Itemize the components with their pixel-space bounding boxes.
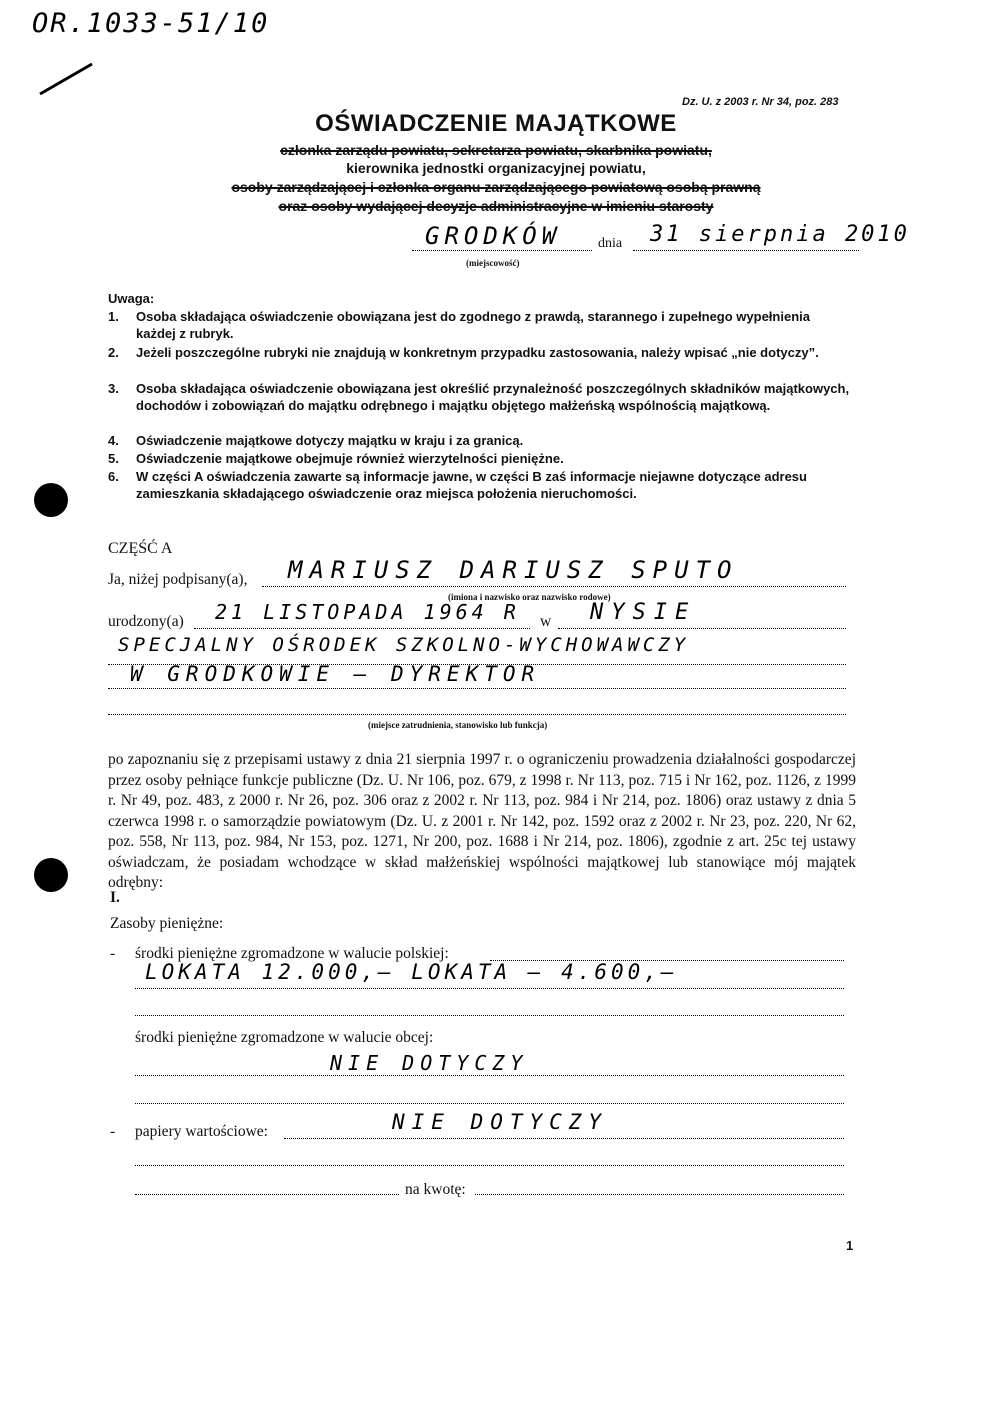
foreign-label: środki pieniężne zgromadzone w walucie obcej: xyxy=(135,1029,434,1046)
dash-securities: - xyxy=(110,1123,116,1140)
note-6-text: W części A oświadczenia zawarte są informacje jawne, w części B zaś informacje niejawne dotyczące adresu zamieszkania składającego oświadczenie oraz miejsca położenia nieruchomości. xyxy=(136,469,807,501)
note-2-num: 2. xyxy=(108,345,119,360)
securities-label: papiery wartościowe: xyxy=(135,1123,268,1140)
document-title: OŚWIADCZENIE MAJĄTKOWE xyxy=(315,110,677,137)
w-label: w xyxy=(540,613,552,630)
section-number: I. xyxy=(110,889,120,906)
note-4-num: 4. xyxy=(108,433,119,448)
ja-label: Ja, niżej podpisany(a), xyxy=(108,571,248,588)
workplace-caption: (miejsce zatrudnienia, stanowisko lub funkcja) xyxy=(368,720,548,730)
subtitle-line-2: kierownika jednostki organizacyjnej powiatu, xyxy=(346,160,646,176)
subtitle-line-4: oraz osoby wydającej decyzje administracyjne w imieniu starosty xyxy=(278,198,714,214)
name-value: MARIUSZ DARIUSZ SPUTO xyxy=(288,556,739,584)
date-value: 31 sierpnia 2010 xyxy=(650,222,910,247)
foreign-value: NIE DOTYCZY xyxy=(330,1051,529,1075)
securities-value: NIE DOTYCZY xyxy=(392,1110,609,1134)
note-4-text: Oświadczenie majątkowe dotyczy majątku w kraju i za granicą. xyxy=(136,433,524,448)
note-5-num: 5. xyxy=(108,451,119,466)
note-3-text: Osoba składająca oświadczenie obowiązana jest określić przynależność poszczególnych składników majątkowych, dochodów i zobowiązań do majątku odrębnego i majątku objętego małżeńską wspólnością majątkową. xyxy=(136,381,850,413)
workplace-line-2: W GRODKOWIE — DYREKTOR xyxy=(130,662,541,686)
punch-hole-top xyxy=(34,483,68,517)
note-6-num: 6. xyxy=(108,469,119,484)
name-caption: (imiona i nazwisko oraz nazwisko rodowe) xyxy=(448,592,611,602)
note-2-text: Jeżeli poszczególne rubryki nie znajdują w konkretnym przypadku zastosowania, należy wpisać „nie dotyczy”. xyxy=(136,345,819,360)
note-3-num: 3. xyxy=(108,381,119,396)
notes-heading: Uwaga: xyxy=(108,291,155,306)
amount-label: na kwotę: xyxy=(405,1181,466,1198)
pln-value: LOKATA 12.000,— LOKATA — 4.600,— xyxy=(145,960,678,984)
ref-number: OR.1033-51/10 xyxy=(32,8,270,39)
workplace-line-1: SPECJALNY OŚRODEK SZKOLNO-WYCHOWAWCZY xyxy=(118,634,690,656)
born-place-value: NYSIE xyxy=(590,600,697,625)
born-label: urodzony(a) xyxy=(108,613,184,630)
place-caption: (miejscowość) xyxy=(466,258,520,268)
part-a-heading: CZĘŚĆ A xyxy=(108,540,173,557)
subtitle-line-1: członka zarządu powiatu, sekretarza powiatu, skarbnika powiatu, xyxy=(280,142,712,158)
statement-text: po zapoznaniu się z przepisami ustawy z dnia 21 sierpnia 1997 r. o ograniczeniu prowadzenia działalności gospodarczej przez osoby pełniące funkcje publiczne (Dz. U. Nr 106, poz. 679, z 1998 r. Nr 113, poz. 715 i Nr 162, poz. 1126, z 1999 r. Nr 49, poz. 483, z 2000 r. Nr 26, poz. 306 oraz z 2002 r. Nr 113, poz. 984 i Nr 214, poz. 1806) oraz ustawy z dnia 5 czerwca 1998 r. o samorządzie powiatowym (Dz. U. z 2001 r. Nr 142, poz. 1592 oraz z 2002 r. Nr 23, poz. 220, Nr 62, poz. 558, Nr 113, poz. 984, Nr 153, poz. 1271, Nr 200, poz. 1688 i Nr 214, poz. 1806), zgodnie z art. 25c tej ustawy oświadczam, że posiadam wchodzące w skład małżeńskiej wspólności majątkowej lub stanowiące mój majątek odrębny: xyxy=(108,751,856,891)
journal-ref: Dz. U. z 2003 r. Nr 34, poz. 283 xyxy=(682,96,839,108)
pen-stroke xyxy=(36,60,96,100)
pln-label: środki pieniężne zgromadzone w walucie polskiej: xyxy=(135,945,449,962)
note-5-text: Oświadczenie majątkowe obejmuje również wierzytelności pieniężne. xyxy=(136,451,564,466)
dnia-label: dnia xyxy=(598,236,623,251)
punch-hole-bottom xyxy=(34,858,68,892)
dash-pln: - xyxy=(110,945,116,962)
note-1-num: 1. xyxy=(108,309,119,324)
note-1-text: Osoba składająca oświadczenie obowiązana jest do zgodnego z prawdą, starannego i zupełnego wypełnienia każdej z rubryk. xyxy=(136,309,810,341)
subtitle-line-3: osoby zarządzającej i członka organu zarządzającego powiatową osobą prawną xyxy=(231,179,761,195)
resources-label: Zasoby pieniężne: xyxy=(110,915,224,932)
born-date-value: 21 LISTOPADA 1964 R xyxy=(215,600,520,624)
page-number: 1 xyxy=(846,1238,854,1253)
place-value: GRODKÓW xyxy=(425,222,562,250)
